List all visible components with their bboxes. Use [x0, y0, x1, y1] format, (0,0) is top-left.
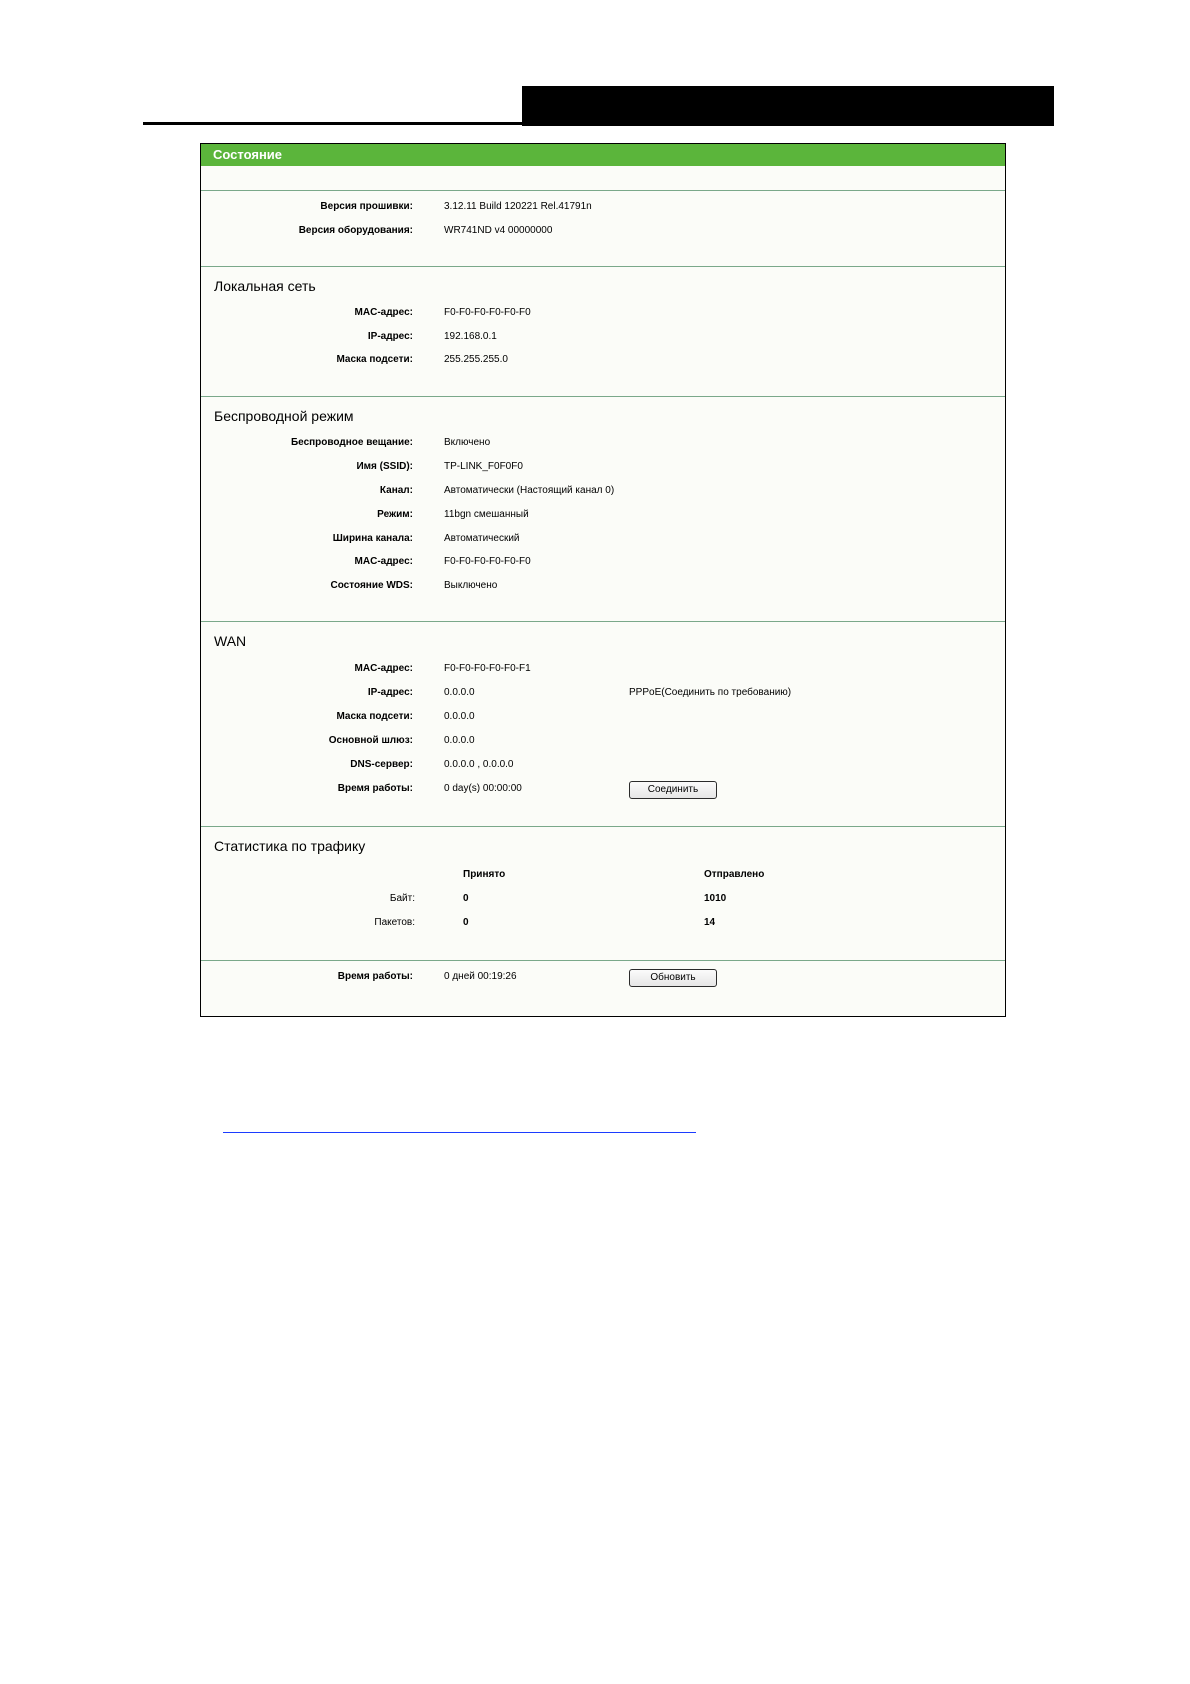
lan-mask-value: 255.255.255.0 [444, 354, 508, 365]
lan-ip-label: IP-адрес: [367, 331, 413, 342]
lan-mac-value: F0-F0-F0-F0-F0-F0 [444, 307, 531, 318]
link-underline[interactable] [223, 1132, 696, 1133]
lan-mac-label: MAC-адрес: [354, 307, 413, 318]
refresh-button[interactable]: Обновить [629, 969, 717, 987]
bytes-label: Байт: [389, 893, 415, 904]
wds-status-value: Выключено [444, 580, 498, 591]
system-uptime-value: 0 дней 00:19:26 [444, 971, 517, 982]
wan-gateway-label: Основной шлюз: [328, 735, 413, 746]
packets-sent-value: 14 [704, 917, 716, 928]
wan-mac-label: MAC-адрес: [354, 663, 413, 674]
wan-ip-label: IP-адрес: [367, 687, 413, 698]
wireless-mac-value: F0-F0-F0-F0-F0-F0 [444, 556, 531, 567]
divider [201, 396, 1005, 397]
wireless-broadcast-value: Включено [444, 437, 491, 448]
hardware-version-value: WR741ND v4 00000000 [444, 225, 553, 236]
divider [201, 621, 1005, 622]
lan-mask-label: Маска подсети: [336, 354, 413, 365]
wireless-width-value: Автоматический [444, 533, 520, 544]
system-uptime-label: Время работы: [337, 971, 413, 982]
wan-dns-value: 0.0.0.0 , 0.0.0.0 [444, 759, 514, 770]
status-panel [200, 143, 1006, 1017]
divider [201, 960, 1005, 961]
bytes-received-value: 0 [463, 893, 469, 904]
divider [201, 266, 1005, 267]
wan-mac-value: F0-F0-F0-F0-F0-F1 [444, 663, 531, 674]
wan-uptime-label: Время работы: [337, 783, 413, 794]
wireless-mode-value: 11bgn смешанный [444, 509, 529, 520]
document-header-bar [522, 86, 1054, 126]
wireless-ssid-value: TP-LINK_F0F0F0 [444, 461, 523, 472]
wan-connection-type: PPPoE(Соединить по требованию) [629, 687, 792, 698]
wan-uptime-value: 0 day(s) 00:00:00 [444, 783, 522, 794]
firmware-version-value: 3.12.11 Build 120221 Rel.41791n [444, 201, 592, 212]
wireless-mac-label: MAC-адрес: [354, 556, 413, 567]
divider [201, 826, 1005, 827]
bytes-sent-value: 1010 [704, 893, 727, 904]
connect-button[interactable]: Соединить [629, 781, 717, 799]
wan-gateway-value: 0.0.0.0 [444, 735, 475, 746]
packets-received-value: 0 [463, 917, 469, 928]
wan-dns-label: DNS-сервер: [350, 759, 413, 770]
wan-mask-label: Маска подсети: [336, 711, 413, 722]
wan-ip-value: 0.0.0.0 [444, 687, 475, 698]
hardware-version-label: Версия оборудования: [298, 225, 413, 236]
wireless-channel-value: Автоматически (Настоящий канал 0) [444, 485, 615, 496]
divider [201, 190, 1005, 191]
wireless-section-title: Беспроводной режим [214, 408, 354, 424]
firmware-version-label: Версия прошивки: [320, 201, 413, 212]
wireless-ssid-label: Имя (SSID): [356, 461, 413, 472]
panel-title: Состояние [201, 144, 1005, 166]
traffic-section-title: Статистика по трафику [214, 838, 366, 854]
received-header: Принято [463, 869, 506, 880]
packets-label: Пакетов: [374, 917, 415, 928]
wireless-broadcast-label: Беспроводное вещание: [290, 437, 413, 448]
wireless-mode-label: Режим: [377, 509, 413, 520]
wan-mask-value: 0.0.0.0 [444, 711, 475, 722]
wireless-channel-label: Канал: [379, 485, 413, 496]
wan-section-title: WAN [214, 633, 247, 649]
wireless-width-label: Ширина канала: [332, 533, 413, 544]
sent-header: Отправлено [704, 869, 765, 880]
document-header-rule [143, 122, 524, 125]
wds-status-label: Состояние WDS: [330, 580, 413, 591]
lan-ip-value: 192.168.0.1 [444, 331, 497, 342]
lan-section-title: Локальная сеть [214, 278, 316, 294]
